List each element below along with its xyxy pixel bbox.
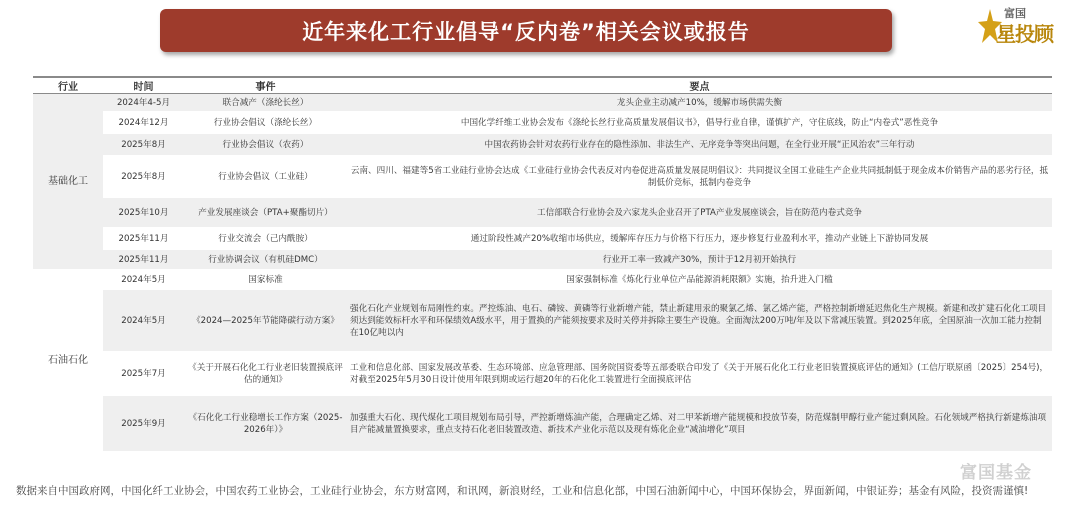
time-cell: 2024年5月 xyxy=(103,270,184,290)
table-row xyxy=(33,352,1052,396)
table-row xyxy=(33,290,1052,352)
source-footnote: 数据来自中国政府网，中国化纤工业协会，中国农药工业协会，工业硅行业协会，东方财富网，和讯网，新浪财经，工业和信息化部，中国石油新闻中心，中国环保协会，界面新闻，中银证券；基金有风险，投资需谨慎! xyxy=(16,485,1029,497)
event-cell: 联合减产（涤纶长丝） xyxy=(184,94,347,112)
event-cell: 行业交流会（己内酰胺） xyxy=(184,228,347,250)
table-row xyxy=(33,228,1052,250)
table-row xyxy=(33,198,1052,228)
table-row xyxy=(33,156,1052,198)
time-cell: 2025年9月 xyxy=(103,396,184,452)
event-cell: 《关于开展石化化工行业老旧装置摸底评估的通知》 xyxy=(184,352,347,396)
points-cell: 强化石化产业规划布局刚性约束。严控炼油、电石、磷铵、黄磷等行业新增产能，禁止新建用汞的聚氯乙烯、氯乙烯产能，严格控制新增延迟焦化生产规模。新建和改扩建石化化工项目须达到能效标杆水平和环保绩效A级水平，用于置换的产能须按要求及时关停并拆除主要生产设施。全面淘汰200万吨/年及以下常减压装置。到2025年底，全国原油一次加工能力控制在10亿吨以内 xyxy=(347,290,1052,352)
event-cell: 国家标准 xyxy=(184,270,347,290)
table-row xyxy=(33,134,1052,156)
logo-bottom-text: 星投顾 xyxy=(996,22,1053,46)
table-row xyxy=(33,94,1052,112)
points-cell: 加强重大石化、现代煤化工项目规划布局引导，严控新增炼油产能，合理确定乙烯、对二甲苯新增产能规模和投放节奏，防范煤制甲醇行业产能过剩风险。石化领域严格执行新建炼油项目产能减量置换要求，重点支持石化老旧装置改造、新技术产业化示范以及现有炼化企业“减油增化”项目 xyxy=(347,396,1052,452)
time-cell: 2025年11月 xyxy=(103,250,184,270)
table-row xyxy=(33,396,1052,452)
logo-top-text: 富国 xyxy=(1004,7,1026,20)
event-cell: 行业协会倡议（涤纶长丝） xyxy=(184,112,347,134)
time-cell: 2024年5月 xyxy=(103,290,184,352)
event-cell: 行业协会倡议（工业硅） xyxy=(184,156,347,198)
time-cell: 2025年11月 xyxy=(103,228,184,250)
points-cell: 云南、四川、福建等5省工业硅行业协会达成《工业硅行业协会代表反对内卷促进高质量发展昆明倡议》：共同提议全国工业硅生产企业共同抵制低于现金成本价销售产品的恶劣行径，抵制低价竞标，抵制内卷竞争 xyxy=(347,156,1052,198)
points-cell: 通过阶段性减产20%收缩市场供应，缓解库存压力与价格下行压力，逐步修复行业盈利水平，推动产业链上下游协同发展 xyxy=(347,228,1052,250)
event-cell: 行业协会倡议（农药） xyxy=(184,134,347,156)
title-banner xyxy=(160,9,892,52)
brand-logo xyxy=(978,5,1068,49)
industry-cell: 石油石化 xyxy=(33,270,103,452)
points-cell: 工信部联合行业协会及六家龙头企业召开了PTA产业发展座谈会，旨在防范内卷式竞争 xyxy=(347,198,1052,228)
meetings-table xyxy=(33,76,1052,452)
points-cell: 行业开工率一致减产30%，预计于12月初开始执行 xyxy=(347,250,1052,270)
header-time: 时间 xyxy=(103,77,184,94)
event-cell: 行业协调会议（有机硅DMC） xyxy=(184,250,347,270)
header-event: 事件 xyxy=(184,77,347,94)
header-points: 要点 xyxy=(347,77,1052,94)
header-industry: 行业 xyxy=(33,77,103,94)
table-row xyxy=(33,250,1052,270)
time-cell: 2025年8月 xyxy=(103,156,184,198)
page-title: 近年来化工行业倡导“反内卷”相关会议或报告 xyxy=(302,19,750,44)
time-cell: 2025年7月 xyxy=(103,352,184,396)
time-cell: 2025年8月 xyxy=(103,134,184,156)
table-header-row xyxy=(33,77,1052,94)
points-cell: 龙头企业主动减产10%，缓解市场供需失衡 xyxy=(347,94,1052,112)
time-cell: 2024年4-5月 xyxy=(103,94,184,112)
time-cell: 2024年12月 xyxy=(103,112,184,134)
industry-cell: 基础化工 xyxy=(33,94,103,270)
table-row xyxy=(33,270,1052,290)
event-cell: 《2024—2025年节能降碳行动方案》 xyxy=(184,290,347,352)
time-cell: 2025年10月 xyxy=(103,198,184,228)
points-cell: 中国化学纤维工业协会发布《涤纶长丝行业高质量发展倡议书》，倡导行业自律，谨慎扩产，守住底线，防止“内卷式”恶性竞争 xyxy=(347,112,1052,134)
points-cell: 中国农药协会针对农药行业存在的隐性添加、非法生产、无序竞争等突出问题，在全行业开展“正风治农”三年行动 xyxy=(347,134,1052,156)
table-row xyxy=(33,112,1052,134)
event-cell: 产业发展座谈会（PTA+聚酯切片） xyxy=(184,198,347,228)
points-cell: 工业和信息化部、国家发展改革委、生态环境部、应急管理部、国务院国资委等五部委联合印发了《关于开展石化化工行业老旧装置摸底评估的通知》(工信厅联原函〔2025〕254号)，对截至2025年5月30日设计使用年限到期或运行超20年的石化化工装置进行全面摸底评估 xyxy=(347,352,1052,396)
watermark: 富国基金 xyxy=(960,463,1032,483)
points-cell: 国家强制标准《炼化行业单位产品能源消耗限额》实施，抬升进入门槛 xyxy=(347,270,1052,290)
event-cell: 《石化化工行业稳增长工作方案（2025-2026年）》 xyxy=(184,396,347,452)
